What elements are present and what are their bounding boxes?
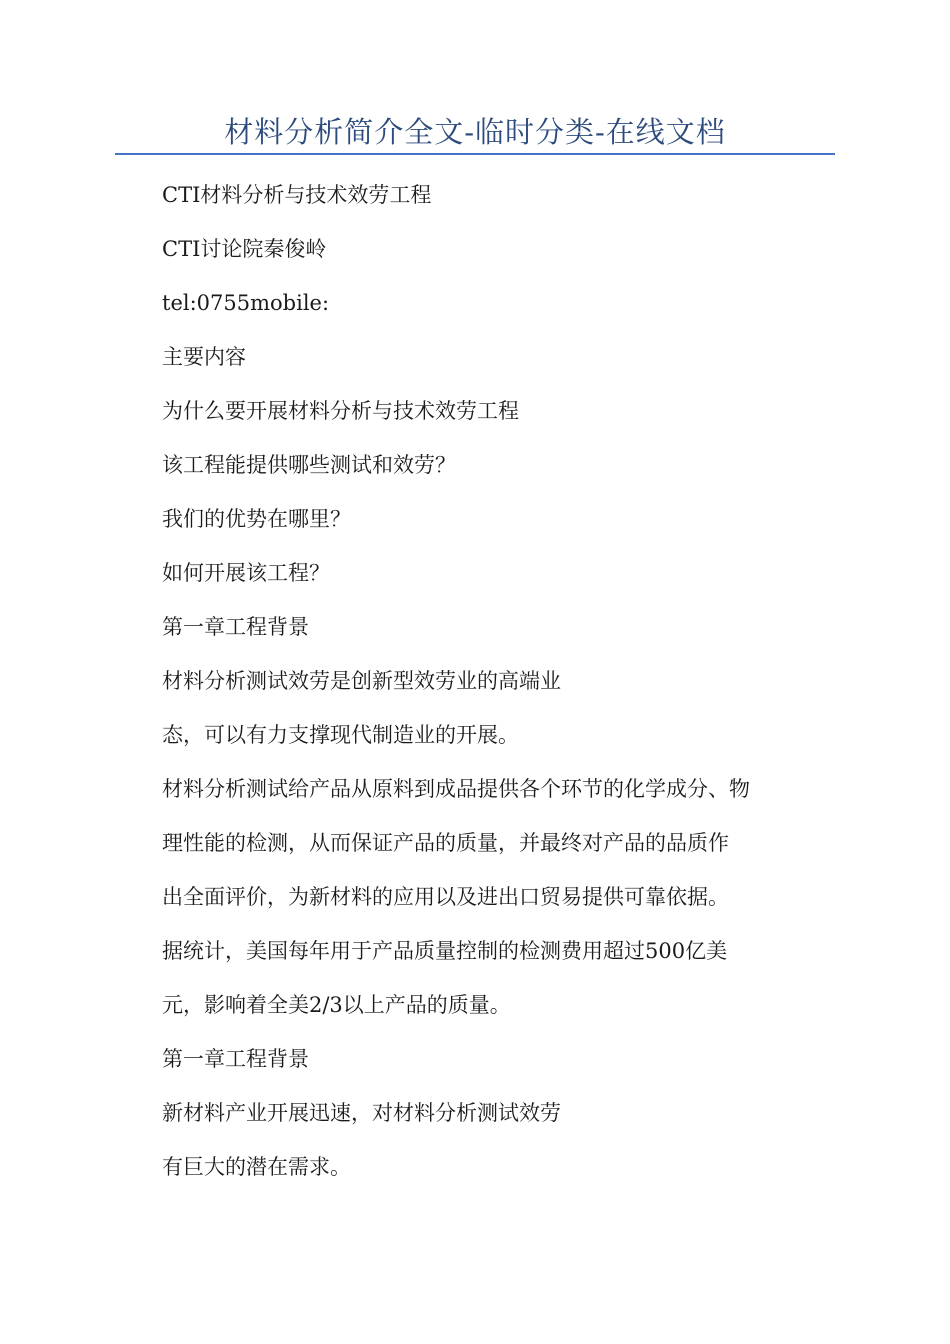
title-underline — [115, 153, 835, 155]
paragraph-line: 态，可以有力支撑现代制造业的开展。 — [162, 723, 519, 747]
paragraph-line: tel:0755mobile: — [162, 291, 330, 315]
paragraph-line: 理性能的检测，从而保证产品的质量，并最终对产品的品质作 — [162, 831, 729, 855]
paragraph-line: 该工程能提供哪些测试和效劳？ — [162, 453, 456, 477]
paragraph-line: 第一章工程背景 — [162, 615, 309, 639]
paragraph-line: 如何开展该工程？ — [162, 561, 330, 585]
paragraph-line: 为什么要开展材料分析与技术效劳工程 — [162, 399, 519, 423]
paragraph-line: 材料分析测试效劳是创新型效劳业的高端业 — [162, 669, 561, 693]
paragraph-line: 元，影响着全美2/3以上产品的质量。 — [162, 993, 511, 1017]
paragraph-line: 据统计，美国每年用于产品质量控制的检测费用超过500亿美 — [162, 939, 728, 963]
paragraph-line: 出全面评价，为新材料的应用以及进出口贸易提供可靠依据。 — [162, 885, 729, 909]
paragraph-line: 主要内容 — [162, 345, 246, 369]
paragraph-line: CTI讨论院秦俊岭 — [162, 237, 327, 261]
paragraph-line: 材料分析测试给产品从原料到成品提供各个环节的化学成分、物 — [162, 777, 750, 801]
paragraph-line: 新材料产业开展迅速，对材料分析测试效劳 — [162, 1101, 561, 1125]
paragraph-line: 我们的优势在哪里？ — [162, 507, 351, 531]
document-title: 材料分析简介全文-临时分类-在线文档 — [224, 115, 726, 149]
paragraph-line: 第一章工程背景 — [162, 1047, 309, 1071]
paragraph-line: CTI材料分析与技术效劳工程 — [162, 183, 432, 207]
paragraph-line: 有巨大的潜在需求。 — [162, 1155, 351, 1179]
